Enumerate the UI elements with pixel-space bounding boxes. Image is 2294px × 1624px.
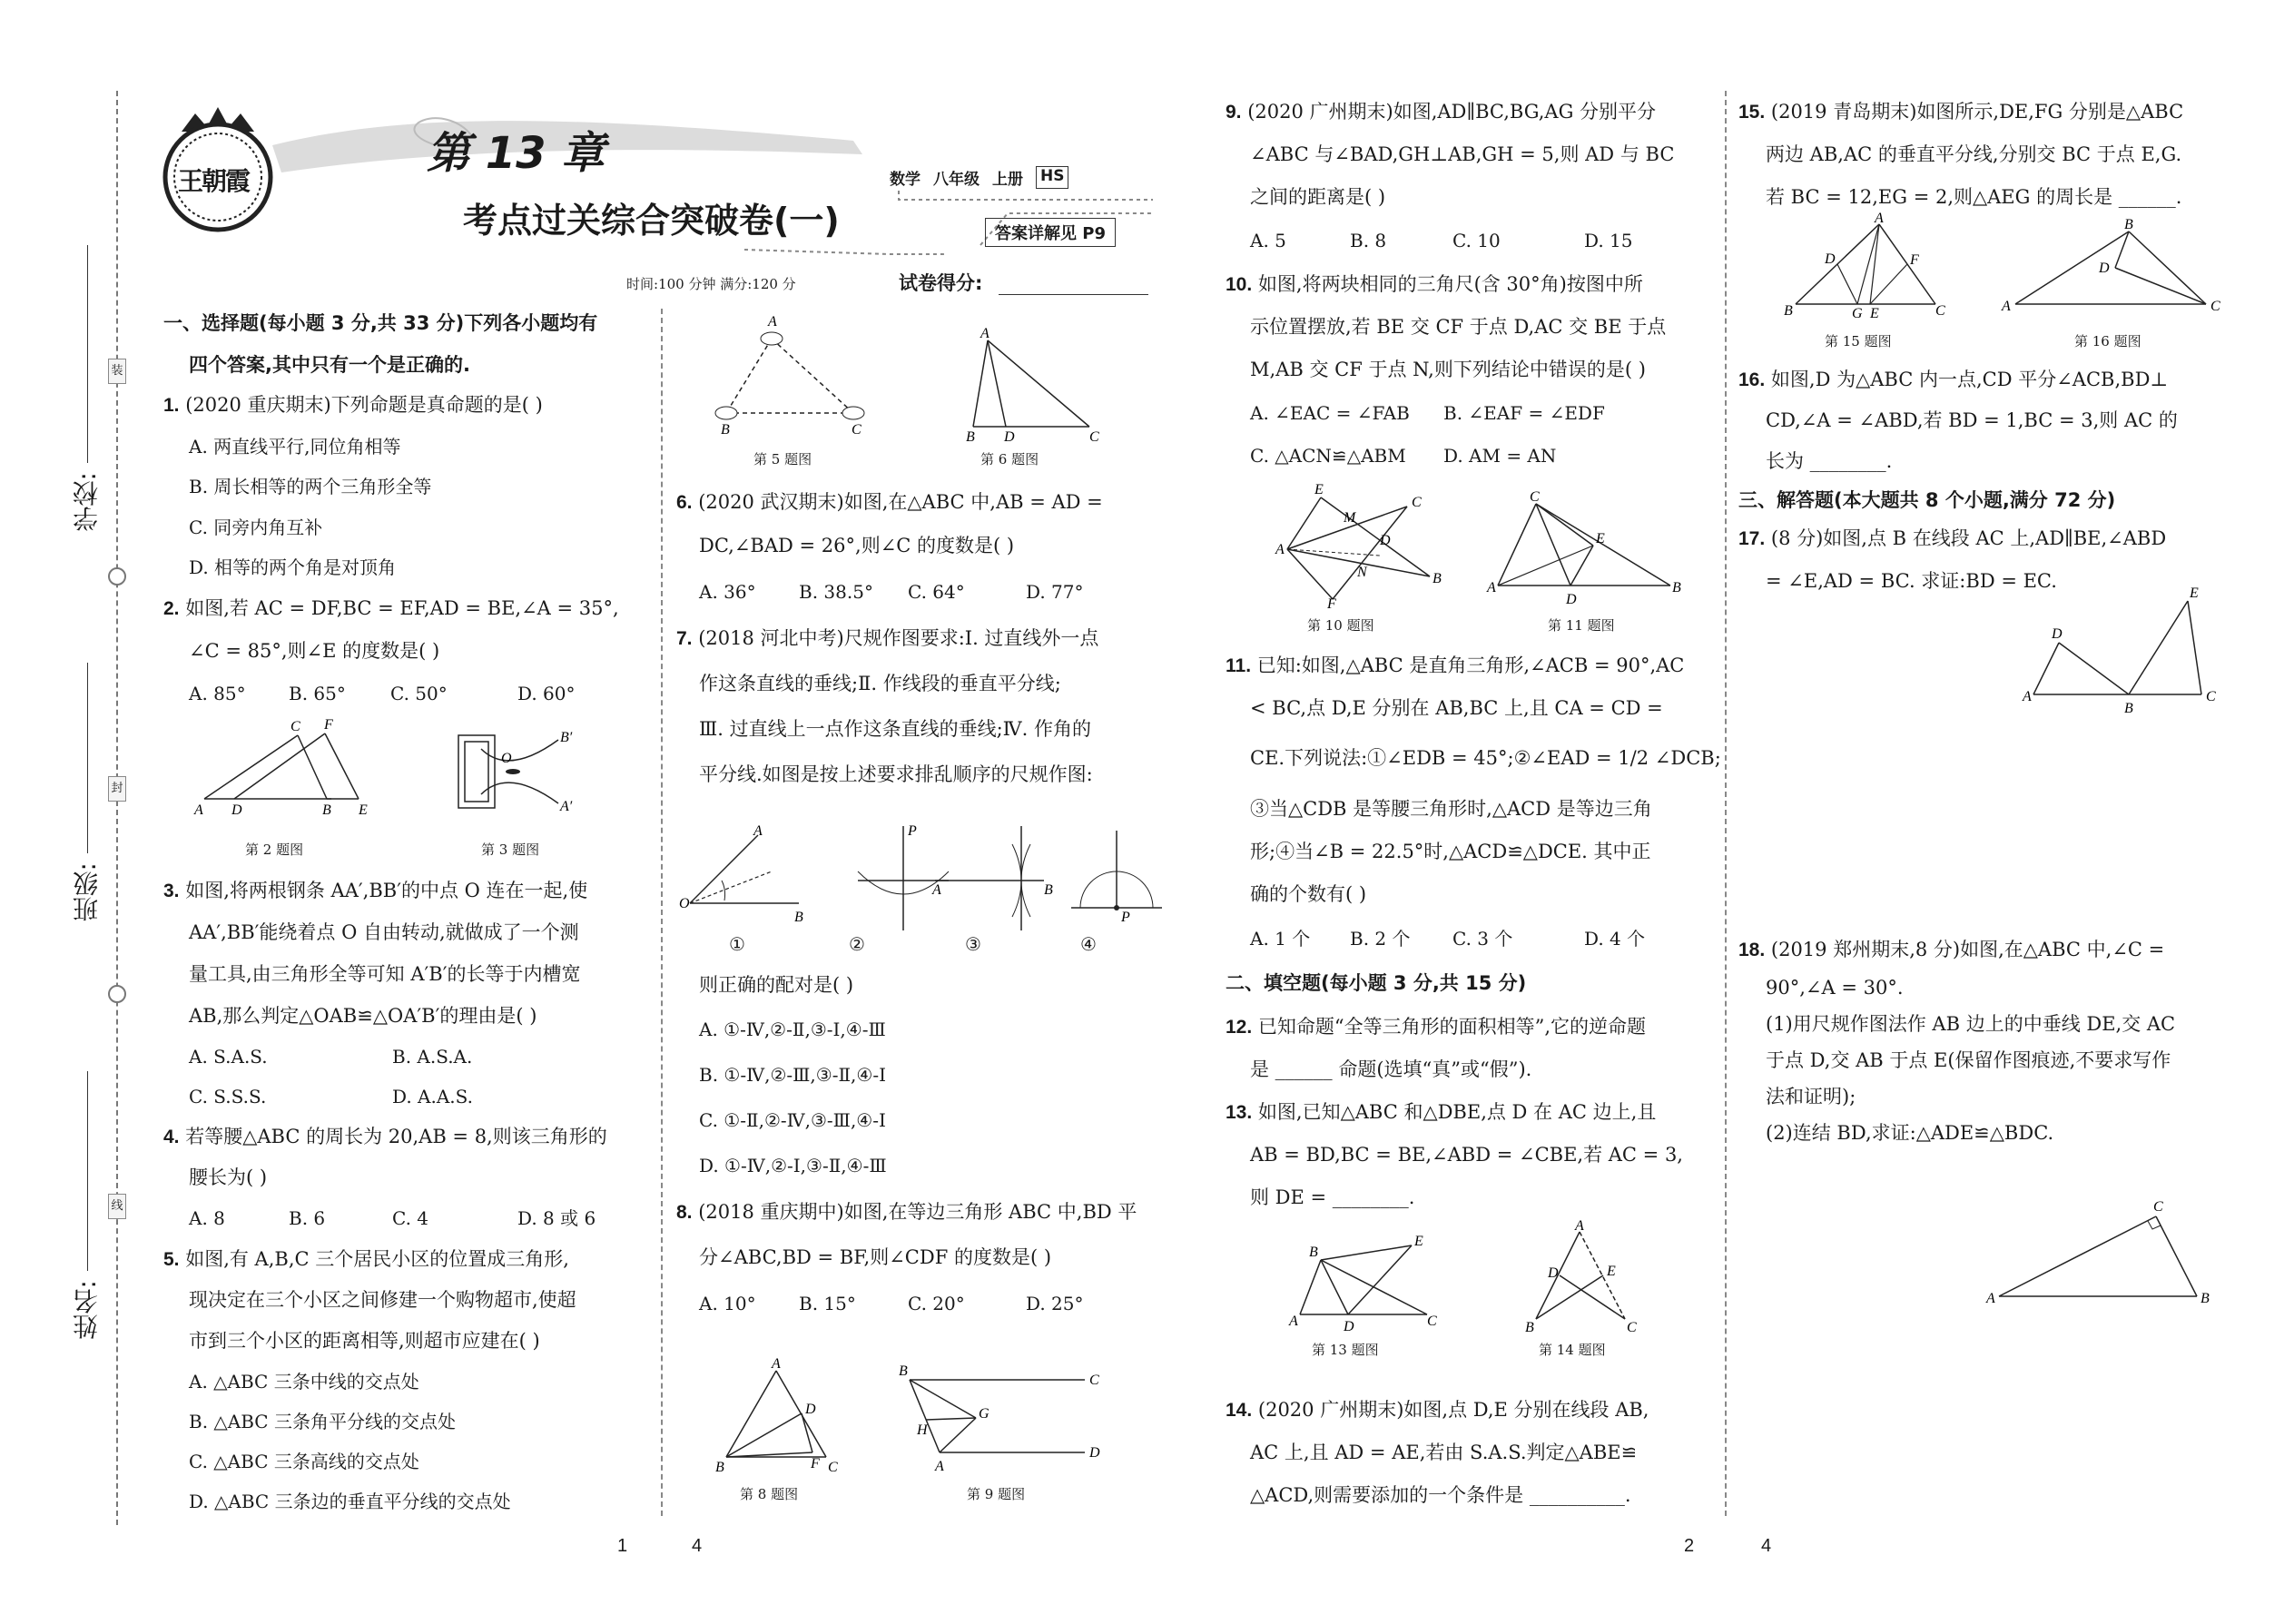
svg-text:B: B	[1309, 1245, 1318, 1260]
figure-q3	[445, 722, 590, 822]
svg-text:E: E	[1607, 1264, 1616, 1279]
q7-stem	[676, 617, 1098, 660]
q11-stem	[1226, 645, 1684, 687]
caption-f5: 第 5 题图	[753, 451, 812, 468]
q1-stem	[163, 384, 543, 427]
svg-text:E: E	[2190, 586, 2199, 601]
q15-stem	[1738, 91, 2183, 133]
svg-text:C: C	[852, 422, 861, 438]
q15-text-2: 两边 AB,AC 的垂直平分线,分别交 BC 于点 E,G.	[1766, 143, 2182, 165]
q10-text-1: 如图,将两块相同的三角尺(含 30°角)按图中所	[1257, 273, 1643, 295]
q2-text-2: ∠C = 85°,则∠E 的度数是( )	[189, 640, 440, 662]
q18-text-4: 于点 D,交 AB 于点 E(保留作图痕迹,不要求写作	[1766, 1049, 2171, 1071]
svg-text:A: A	[768, 314, 777, 330]
q7-number: 7.	[676, 628, 693, 649]
svg-text:B: B	[1784, 303, 1793, 319]
q7-fig-4: ④	[1080, 933, 1097, 955]
svg-text:B: B	[322, 802, 331, 818]
svg-text:D: D	[1344, 1319, 1354, 1334]
q7-text-1: (2018 河北中考)尺规作图要求:Ⅰ. 过直线外一点	[698, 627, 1099, 649]
q16-stem	[1738, 359, 2168, 401]
q4-option-a[interactable]: A. 8	[189, 1207, 225, 1229]
svg-text:C: C	[1427, 1314, 1437, 1329]
q5-option-b[interactable]: B. △ABC 三条角平分线的交点处	[189, 1411, 456, 1432]
q8-number: 8.	[676, 1202, 693, 1223]
meta-edition: HS	[1036, 166, 1068, 189]
svg-text:B: B	[2200, 1291, 2210, 1306]
q7-option-b[interactable]: B. ①-Ⅳ,②-Ⅲ,③-Ⅱ,④-Ⅰ	[699, 1064, 886, 1086]
q16-number: 16.	[1738, 369, 1766, 390]
caption-f3: 第 3 题图	[481, 842, 540, 858]
svg-text:C: C	[2210, 299, 2220, 314]
q18-text-5: 法和证明);	[1766, 1086, 1856, 1107]
figure-q15	[1779, 213, 1952, 322]
svg-text:C: C	[1089, 1373, 1099, 1388]
q8-option-a[interactable]: A. 10°	[699, 1293, 756, 1314]
q6-option-d[interactable]: D. 77°	[1026, 581, 1084, 603]
svg-text:F: F	[324, 717, 333, 733]
q5-text-1: 如图,有 A,B,C 三个居民小区的位置成三角形,	[185, 1248, 569, 1270]
q3-stem	[163, 870, 587, 912]
figure-q13	[1280, 1235, 1452, 1334]
q11-option-d[interactable]: D. 4 个	[1584, 928, 1646, 950]
q3-text-2: AA′,BB′能绕着点 O 自由转动,就做成了一个测	[189, 921, 579, 943]
q17-text-2: = ∠E,AD = BC. 求证:BD = EC.	[1766, 570, 2057, 592]
meta-bar	[890, 166, 1068, 189]
figure-q6	[953, 327, 1135, 445]
column-divider-2	[1725, 91, 1727, 1516]
q5-option-c[interactable]: C. △ABC 三条高线的交点处	[189, 1451, 419, 1472]
svg-text:E: E	[1870, 306, 1879, 321]
svg-text:A: A	[1289, 1314, 1298, 1329]
q1-option-a[interactable]: A. 两直线平行,同位角相等	[189, 436, 401, 458]
binding-tag-1: 装	[108, 359, 126, 384]
figure-q9	[890, 1362, 1098, 1480]
q4-text-1: 若等腰△ABC 的周长为 20,AB = 8,则该三角形的	[185, 1126, 607, 1147]
q2-number: 2.	[163, 598, 180, 619]
q11-text-1: 已知:如图,△ABC 是直角三角形,∠ACB = 90°,AC	[1256, 655, 1685, 676]
q8-option-d[interactable]: D. 25°	[1026, 1293, 1084, 1314]
q11-option-c[interactable]: C. 3 个	[1452, 928, 1513, 950]
svg-text:A: A	[932, 882, 941, 898]
q11-option-b[interactable]: B. 2 个	[1350, 928, 1411, 950]
q10-text-3: M,AB 交 CF 于点 N,则下列结论中错误的是( )	[1250, 359, 1646, 380]
svg-text:H: H	[917, 1422, 928, 1438]
q17-number: 17.	[1738, 528, 1766, 549]
svg-text:F: F	[1910, 252, 1919, 268]
q1-option-b[interactable]: B. 周长相等的两个三角形全等	[189, 476, 432, 497]
q2-option-b[interactable]: B. 65°	[289, 683, 346, 704]
svg-text:E: E	[359, 802, 368, 818]
svg-text:A: A	[753, 823, 763, 839]
svg-text:A: A	[2002, 299, 2011, 314]
q8-text-1: (2018 重庆期中)如图,在等边三角形 ABC 中,BD 平	[698, 1201, 1137, 1223]
q10-option-b[interactable]: B. ∠EAF = ∠EDF	[1443, 402, 1605, 424]
svg-text:A: A	[2023, 689, 2032, 704]
caption-f16: 第 16 题图	[2074, 333, 2141, 349]
score-label: 试卷得分:	[899, 272, 983, 294]
school-label: 学校:	[72, 472, 102, 532]
q11-option-a[interactable]: A. 1 个	[1250, 928, 1311, 950]
q7-option-c[interactable]: C. ①-Ⅱ,②-Ⅳ,③-Ⅲ,④-Ⅰ	[699, 1109, 886, 1131]
q6-text-2: DC,∠BAD = 26°,则∠C 的度数是( )	[699, 535, 1015, 556]
caption-f8: 第 8 题图	[740, 1486, 799, 1502]
q14-text-1: (2020 广州期末)如图,点 D,E 分别在线段 AB,	[1257, 1399, 1649, 1421]
q13-number: 13.	[1226, 1102, 1253, 1123]
q3-option-d[interactable]: D. A.A.S.	[392, 1086, 473, 1107]
solve-section-title: 三、解答题(本大题共 8 个小题,满分 72 分)	[1738, 489, 2116, 511]
q8-stem	[676, 1191, 1137, 1234]
caption-f2: 第 2 题图	[245, 842, 304, 858]
svg-text:D: D	[1089, 1445, 1100, 1461]
binding-tag-3: 线	[108, 1194, 126, 1219]
figure-q10	[1271, 481, 1452, 612]
q3-option-a[interactable]: A. S.A.S.	[189, 1046, 268, 1068]
q3-option-b[interactable]: B. A.S.A.	[392, 1046, 473, 1068]
figure-q8	[708, 1357, 853, 1475]
q3-text-4: AB,那么判定△OAB≌△OA′B′的理由是( )	[189, 1005, 537, 1027]
q15-text-3[interactable]: 若 BC = 12,EG = 2,则△AEG 的周长是 ______.	[1766, 186, 2182, 208]
svg-text:D: D	[805, 1402, 816, 1417]
q5-text-2: 现决定在三个小区之间修建一个购物超市,使超	[189, 1289, 576, 1311]
q9-option-d[interactable]: D. 15	[1584, 230, 1633, 251]
figure-q11	[1480, 490, 1689, 608]
meta-subject: 数学	[890, 171, 921, 189]
svg-text:C: C	[1935, 303, 1945, 319]
q10-option-a[interactable]: A. ∠EAC = ∠FAB	[1250, 402, 1410, 424]
q10-option-c[interactable]: C. △ACN≌△ABM	[1250, 445, 1406, 467]
svg-text:A: A	[1275, 542, 1285, 557]
q11-text-3: CE.下列说法:①∠EDB = 45°;②∠EAD = 1/2 ∠DCB;	[1250, 747, 1721, 769]
choice-section-title-2: 四个答案,其中只有一个是正确的.	[189, 354, 470, 376]
page-number-1: 1	[617, 1536, 628, 1556]
choice-section-title: 一、选择题(每小题 3 分,共 33 分)下列各小题均有	[163, 312, 598, 334]
q10-option-d[interactable]: D. AM = AN	[1443, 445, 1557, 467]
svg-text:O: O	[679, 896, 690, 911]
q2-option-d[interactable]: D. 60°	[517, 683, 576, 704]
figure-q17	[2015, 581, 2224, 717]
q8-option-c[interactable]: C. 20°	[908, 1293, 965, 1314]
caption-f15: 第 15 题图	[1825, 333, 1892, 349]
q6-text-1: (2020 武汉期末)如图,在△ABC 中,AB = AD =	[698, 491, 1103, 513]
chapter-title: 第 13 章	[427, 128, 605, 179]
school-blank	[87, 245, 88, 463]
q7-option-a[interactable]: A. ①-Ⅳ,②-Ⅱ,③-Ⅰ,④-Ⅲ	[699, 1019, 886, 1040]
q18-text-2: 90°,∠A = 30°.	[1766, 977, 1904, 999]
svg-text:C: C	[1412, 495, 1422, 510]
page-number-3: 2	[1684, 1536, 1695, 1556]
q14-text-3[interactable]: △ACD,则需要添加的一个条件是 __________.	[1250, 1484, 1631, 1506]
svg-text:B: B	[2124, 217, 2133, 232]
q5-stem	[163, 1238, 569, 1281]
svg-text:C: C	[1530, 489, 1540, 505]
q12-text-2[interactable]: 是 ______ 命题(选填“真”或“假”).	[1250, 1058, 1532, 1080]
svg-text:N: N	[1357, 565, 1367, 580]
q7-fig-1: ①	[729, 933, 745, 955]
svg-text:C: C	[828, 1460, 838, 1475]
q6-option-a[interactable]: A. 36°	[699, 581, 756, 603]
q16-text-1: 如图,D 为△ABC 内一点,CD 平分∠ACB,BD⊥	[1770, 369, 2169, 390]
caption-f10: 第 10 题图	[1307, 617, 1374, 634]
caption-f11: 第 11 题图	[1548, 617, 1615, 634]
q5-option-d[interactable]: D. △ABC 三条边的垂直平分线的交点处	[189, 1491, 511, 1512]
svg-text:A: A	[935, 1459, 944, 1474]
caption-f13: 第 13 题图	[1312, 1342, 1379, 1358]
q9-option-b[interactable]: B. 8	[1350, 230, 1387, 251]
q7-text-4: 平分线.如图是按上述要求排乱顺序的尺规作图:	[699, 763, 1093, 785]
q3-text-1: 如图,将两根钢条 AA′,BB′的中点 O 连在一起,使	[185, 880, 588, 901]
q2-text-1: 如图,若 AC = DF,BC = EF,AD = BE,∠A = 35°,	[185, 597, 619, 619]
q18-text-1: (2019 郑州期末,8 分)如图,在△ABC 中,∠C =	[1770, 939, 2165, 960]
q15-text-1: (2019 青岛期末)如图所示,DE,FG 分别是△ABC	[1770, 101, 2184, 123]
figure-q2	[182, 717, 381, 817]
page-number-2: 4	[692, 1536, 703, 1556]
q13-text-1: 如图,已知△ABC 和△DBE,点 D 在 AC 边上,且	[1257, 1101, 1657, 1123]
q4-text-2: 腰长为( )	[189, 1166, 268, 1188]
q1-option-c[interactable]: C. 同旁内角互补	[189, 517, 323, 538]
figure-q5	[699, 313, 881, 440]
q2-stem	[163, 587, 619, 630]
q12-stem	[1226, 1006, 1646, 1048]
q14-text-2: AC 上,且 AD = AE,若由 S.A.S.判定△ABE≌	[1250, 1442, 1638, 1463]
svg-text:G: G	[1852, 306, 1863, 321]
q5-number: 5.	[163, 1249, 180, 1270]
q10-text-2: 示位置摆放,若 BE 交 CF 于点 D,AC 交 BE 于点	[1250, 316, 1667, 338]
svg-text:D: D	[1380, 533, 1391, 548]
q4-option-b[interactable]: B. 6	[289, 1207, 326, 1229]
svg-text:F: F	[1327, 596, 1336, 612]
class-label: 班级:	[72, 862, 102, 922]
svg-text:D: D	[1825, 251, 1836, 267]
q4-number: 4.	[163, 1127, 180, 1147]
q1-number: 1.	[163, 395, 180, 416]
svg-text:A: A	[1575, 1218, 1584, 1234]
q7-text-2: 作这条直线的垂线;Ⅱ. 作线段的垂直平分线;	[699, 673, 1061, 694]
svg-text:P: P	[1121, 910, 1130, 925]
score-blank	[999, 294, 1148, 295]
q4-option-c[interactable]: C. 4	[392, 1207, 429, 1229]
time-score: 时间:100 分钟 满分:120 分	[626, 276, 796, 292]
q9-number: 9.	[1226, 102, 1242, 123]
logo-text: 王朝霞	[178, 166, 250, 196]
svg-text:C: C	[290, 719, 300, 734]
svg-text:B: B	[2124, 701, 2133, 716]
q6-option-b[interactable]: B. 38.5°	[799, 581, 873, 603]
q7-fig-2: ②	[849, 933, 865, 955]
svg-text:C: C	[1089, 429, 1099, 445]
svg-text:D: D	[1004, 429, 1015, 445]
q13-text-3[interactable]: 则 DE = ________.	[1250, 1186, 1415, 1208]
q3-option-c[interactable]: C. S.S.S.	[189, 1086, 267, 1107]
q18-number: 18.	[1738, 940, 1766, 960]
q2-option-a[interactable]: A. 85°	[189, 683, 246, 704]
q7-option-d[interactable]: D. ①-Ⅳ,②-Ⅰ,③-Ⅱ,④-Ⅲ	[699, 1155, 887, 1176]
figure-q16	[1997, 218, 2224, 318]
q16-text-3[interactable]: 长为 ________.	[1766, 450, 1893, 472]
q17-stem	[1738, 517, 2166, 560]
q3-text-3: 量工具,由三角形全等可知 A′B′的长等于内槽宽	[189, 963, 581, 985]
q6-option-c[interactable]: C. 64°	[908, 581, 965, 603]
q18-text-6: (2)连结 BD,求证:△ADE≌△BDC.	[1766, 1122, 2054, 1144]
name-blank	[87, 1071, 88, 1271]
q9-text-1: (2020 广州期末)如图,AD∥BC,BG,AG 分别平分	[1247, 101, 1657, 123]
svg-text:E: E	[1414, 1234, 1423, 1249]
svg-text:G: G	[979, 1406, 989, 1422]
svg-text:A: A	[980, 326, 989, 341]
svg-text:B: B	[899, 1363, 908, 1379]
q9-stem	[1226, 91, 1656, 133]
svg-text:B: B	[1044, 882, 1053, 898]
meta-volume: 上册	[992, 171, 1023, 189]
q17-text-1: (8 分)如图,点 B 在线段 AC 上,AD∥BE,∠ABD	[1770, 527, 2167, 549]
column-divider-1	[661, 309, 663, 1516]
q7-text-3: Ⅲ. 过直线上一点作这条直线的垂线;Ⅳ. 作角的	[699, 718, 1092, 740]
q2-option-c[interactable]: C. 50°	[390, 683, 448, 704]
svg-text:D: D	[2052, 626, 2063, 642]
answer-ref: 答案详解见 P9	[985, 218, 1116, 247]
q1-option-d[interactable]: D. 相等的两个角是对顶角	[189, 556, 397, 578]
svg-text:A: A	[1487, 580, 1496, 595]
q6-stem	[676, 481, 1103, 524]
svg-text:D: D	[1566, 592, 1577, 607]
q10-stem	[1226, 263, 1643, 306]
svg-text:O: O	[501, 751, 512, 766]
svg-text:A′: A′	[560, 799, 573, 814]
svg-text:M: M	[1344, 510, 1356, 526]
meta-grade: 八年级	[933, 171, 980, 189]
binding-tag-2: 封	[108, 776, 126, 802]
svg-text:B: B	[721, 422, 730, 438]
q11-text-5: 形;④当∠B = 22.5°时,△ACD≌△DCE. 其中正	[1250, 841, 1651, 862]
q13-stem	[1226, 1091, 1656, 1134]
q9-text-2: ∠ABC 与∠BAD,GH⊥AB,GH = 5,则 AD 与 BC	[1250, 143, 1675, 165]
svg-text:F: F	[811, 1456, 820, 1471]
q8-option-b[interactable]: B. 15°	[799, 1293, 856, 1314]
svg-text:A: A	[1875, 211, 1884, 226]
q7-fig-3: ③	[965, 933, 981, 955]
q11-text-6: 确的个数有( )	[1250, 883, 1367, 905]
svg-text:C: C	[1627, 1320, 1637, 1335]
svg-text:B: B	[1433, 571, 1442, 586]
svg-text:B: B	[1672, 580, 1681, 595]
q11-text-2: < BC,点 D,E 分别在 AB,BC 上,且 CA = CD =	[1250, 697, 1663, 719]
q6-number: 6.	[676, 492, 693, 513]
q14-stem	[1226, 1389, 1649, 1432]
q8-text-2: 分∠ABC,BD = BF,则∠CDF 的度数是( )	[699, 1246, 1052, 1268]
svg-text:A: A	[194, 802, 203, 818]
q12-number: 12.	[1226, 1017, 1253, 1038]
svg-text:E: E	[1314, 482, 1324, 497]
q18-stem	[1738, 929, 2164, 971]
q4-option-d[interactable]: D. 8 或 6	[517, 1207, 596, 1229]
q14-number: 14.	[1226, 1400, 1253, 1421]
q11-number: 11.	[1226, 655, 1252, 676]
svg-text:A: A	[1986, 1291, 1995, 1306]
class-blank	[87, 663, 88, 853]
q4-stem	[163, 1116, 607, 1158]
svg-text:B′: B′	[560, 730, 573, 745]
q5-option-a[interactable]: A. △ABC 三条中线的交点处	[189, 1371, 419, 1393]
svg-text:E: E	[1596, 531, 1605, 546]
q3-number: 3.	[163, 881, 180, 901]
svg-text:B: B	[715, 1460, 724, 1475]
caption-f14: 第 14 题图	[1539, 1342, 1606, 1358]
q16-text-2: CD,∠A = ∠ABD,若 BD = 1,BC = 3,则 AC 的	[1766, 409, 2178, 431]
q11-text-4: ③当△CDB 是等腰三角形时,△ACD 是等边三角	[1250, 798, 1652, 820]
binding-holes	[103, 563, 131, 1017]
svg-text:D: D	[231, 802, 242, 818]
q12-text-1: 已知命题“全等三角形的面积相等”,它的逆命题	[1257, 1016, 1647, 1038]
svg-text:C: C	[2206, 689, 2216, 704]
svg-text:D: D	[2099, 261, 2110, 276]
svg-text:A: A	[772, 1356, 781, 1372]
fill-section-title: 二、填空题(每小题 3 分,共 15 分)	[1226, 972, 1527, 994]
page-number-4: 4	[1761, 1536, 1772, 1556]
svg-text:D: D	[1548, 1265, 1559, 1281]
svg-text:B: B	[1525, 1320, 1534, 1335]
caption-f9: 第 9 题图	[967, 1486, 1026, 1502]
q18-text-3: (1)用尺规作图法作 AB 边上的中垂线 DE,交 AC	[1766, 1013, 2176, 1035]
q5-text-3: 市到三个小区的距离相等,则超市应建在( )	[189, 1330, 540, 1352]
figure-q18	[1979, 1189, 2224, 1316]
q9-text-3: 之间的距离是( )	[1250, 186, 1386, 208]
q9-option-a[interactable]: A. 5	[1250, 230, 1286, 251]
caption-f6: 第 6 题图	[980, 451, 1039, 468]
q7-after: 则正确的配对是( )	[699, 974, 854, 996]
q1-text: (2020 重庆期末)下列命题是真命题的是( )	[185, 394, 543, 416]
name-label: 姓名:	[72, 1280, 102, 1340]
svg-text:C: C	[2153, 1199, 2163, 1215]
svg-text:B: B	[794, 910, 803, 925]
q9-option-c[interactable]: C. 10	[1452, 230, 1501, 251]
q15-number: 15.	[1738, 102, 1766, 123]
figure-q14	[1516, 1218, 1652, 1339]
svg-text:B: B	[966, 429, 975, 445]
q10-number: 10.	[1226, 274, 1253, 295]
page-title: 考点过关综合突破卷(一)	[463, 201, 840, 241]
q13-text-2: AB = BD,BC = BE,∠ABD = ∠CBE,若 AC = 3,	[1250, 1144, 1683, 1166]
svg-text:P: P	[908, 823, 917, 839]
